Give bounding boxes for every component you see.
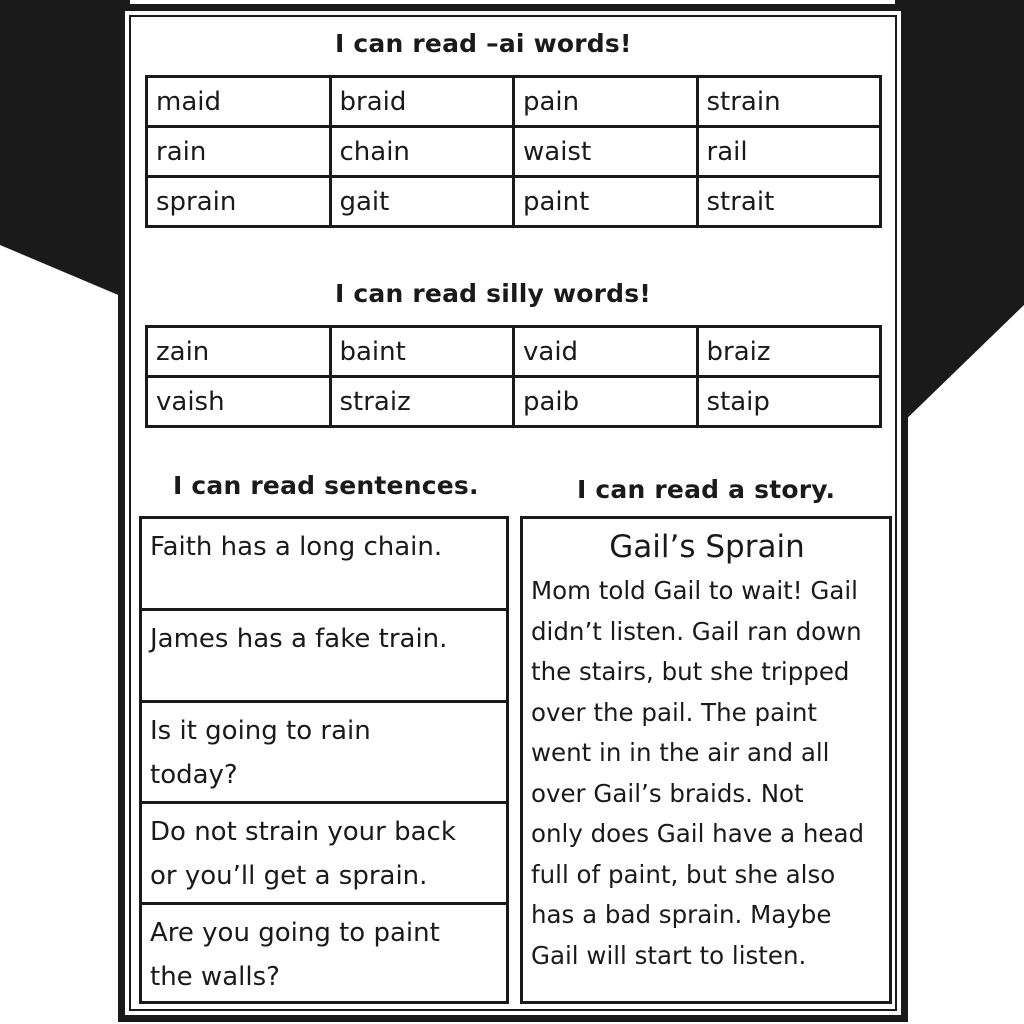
sentence-line: today? bbox=[150, 760, 238, 790]
story-line: has a bad sprain. Maybe bbox=[531, 900, 832, 929]
word-cell: strain bbox=[697, 77, 881, 127]
sentences-box bbox=[139, 516, 509, 1004]
sentence-line: the walls? bbox=[150, 962, 280, 992]
table-row bbox=[147, 377, 881, 427]
story-line: over Gail’s braids. Not bbox=[531, 778, 804, 808]
story-text bbox=[531, 571, 883, 976]
word-cell: chain bbox=[330, 127, 514, 177]
word-cell: waist bbox=[514, 127, 698, 177]
sentence-line: Is it going to rain bbox=[150, 716, 371, 746]
ai-words-heading: I can read –ai words! bbox=[335, 29, 632, 58]
word-cell: braiz bbox=[697, 327, 881, 377]
story-line: the stairs, but she tripped bbox=[531, 657, 850, 686]
story-line: over the pail. The paint bbox=[531, 697, 818, 727]
silly-words-heading: I can read silly words! bbox=[335, 279, 651, 308]
story-line: went in in the air and all bbox=[531, 738, 830, 767]
word-cell: staip bbox=[697, 377, 881, 427]
sentence-item bbox=[142, 905, 506, 1001]
sentence-item bbox=[142, 611, 506, 703]
story-heading: I can read a story. bbox=[577, 475, 836, 504]
word-cell: baint bbox=[330, 327, 514, 377]
story-box bbox=[520, 516, 892, 1004]
background-shape-left bbox=[0, 0, 130, 300]
story-line: didn’t listen. Gail ran down bbox=[531, 616, 862, 646]
word-cell: gait bbox=[330, 177, 514, 227]
word-cell: sprain bbox=[147, 177, 331, 227]
sentence-line: Do not strain your back bbox=[150, 817, 456, 847]
sentence-item bbox=[142, 703, 506, 804]
table-row bbox=[147, 177, 881, 227]
sentence-line: or you’ll get a sprain. bbox=[150, 861, 428, 891]
word-cell: paib bbox=[514, 377, 698, 427]
word-cell: paint bbox=[514, 177, 698, 227]
story-title: Gail’s Sprain bbox=[609, 529, 805, 565]
story-line: only does Gail have a head bbox=[531, 819, 865, 848]
table-row bbox=[147, 77, 881, 127]
sentence-line: Are you going to paint bbox=[150, 918, 440, 948]
background-shape-right bbox=[895, 0, 1024, 430]
silly-words-table bbox=[145, 325, 882, 428]
sentences-heading: I can read sentences. bbox=[173, 471, 479, 500]
story-line: Mom told Gail to wait! Gail bbox=[531, 576, 858, 605]
story-line: full of paint, but she also bbox=[531, 859, 836, 889]
ai-words-table bbox=[145, 75, 882, 228]
word-cell: vaish bbox=[147, 377, 331, 427]
sentence-item bbox=[142, 804, 506, 905]
worksheet bbox=[118, 4, 908, 1022]
word-cell: rail bbox=[697, 127, 881, 177]
sentence-line: James has a fake train. bbox=[150, 624, 448, 654]
word-cell: strait bbox=[697, 177, 881, 227]
word-cell: straiz bbox=[330, 377, 514, 427]
word-cell: pain bbox=[514, 77, 698, 127]
word-cell: zain bbox=[147, 327, 331, 377]
sentence-line: Faith has a long chain. bbox=[150, 532, 443, 562]
word-cell: rain bbox=[147, 127, 331, 177]
word-cell: maid bbox=[147, 77, 331, 127]
word-cell: braid bbox=[330, 77, 514, 127]
word-cell: vaid bbox=[514, 327, 698, 377]
sentence-item bbox=[142, 519, 506, 611]
table-row bbox=[147, 327, 881, 377]
story-line: Gail will start to listen. bbox=[531, 940, 807, 970]
table-row bbox=[147, 127, 881, 177]
